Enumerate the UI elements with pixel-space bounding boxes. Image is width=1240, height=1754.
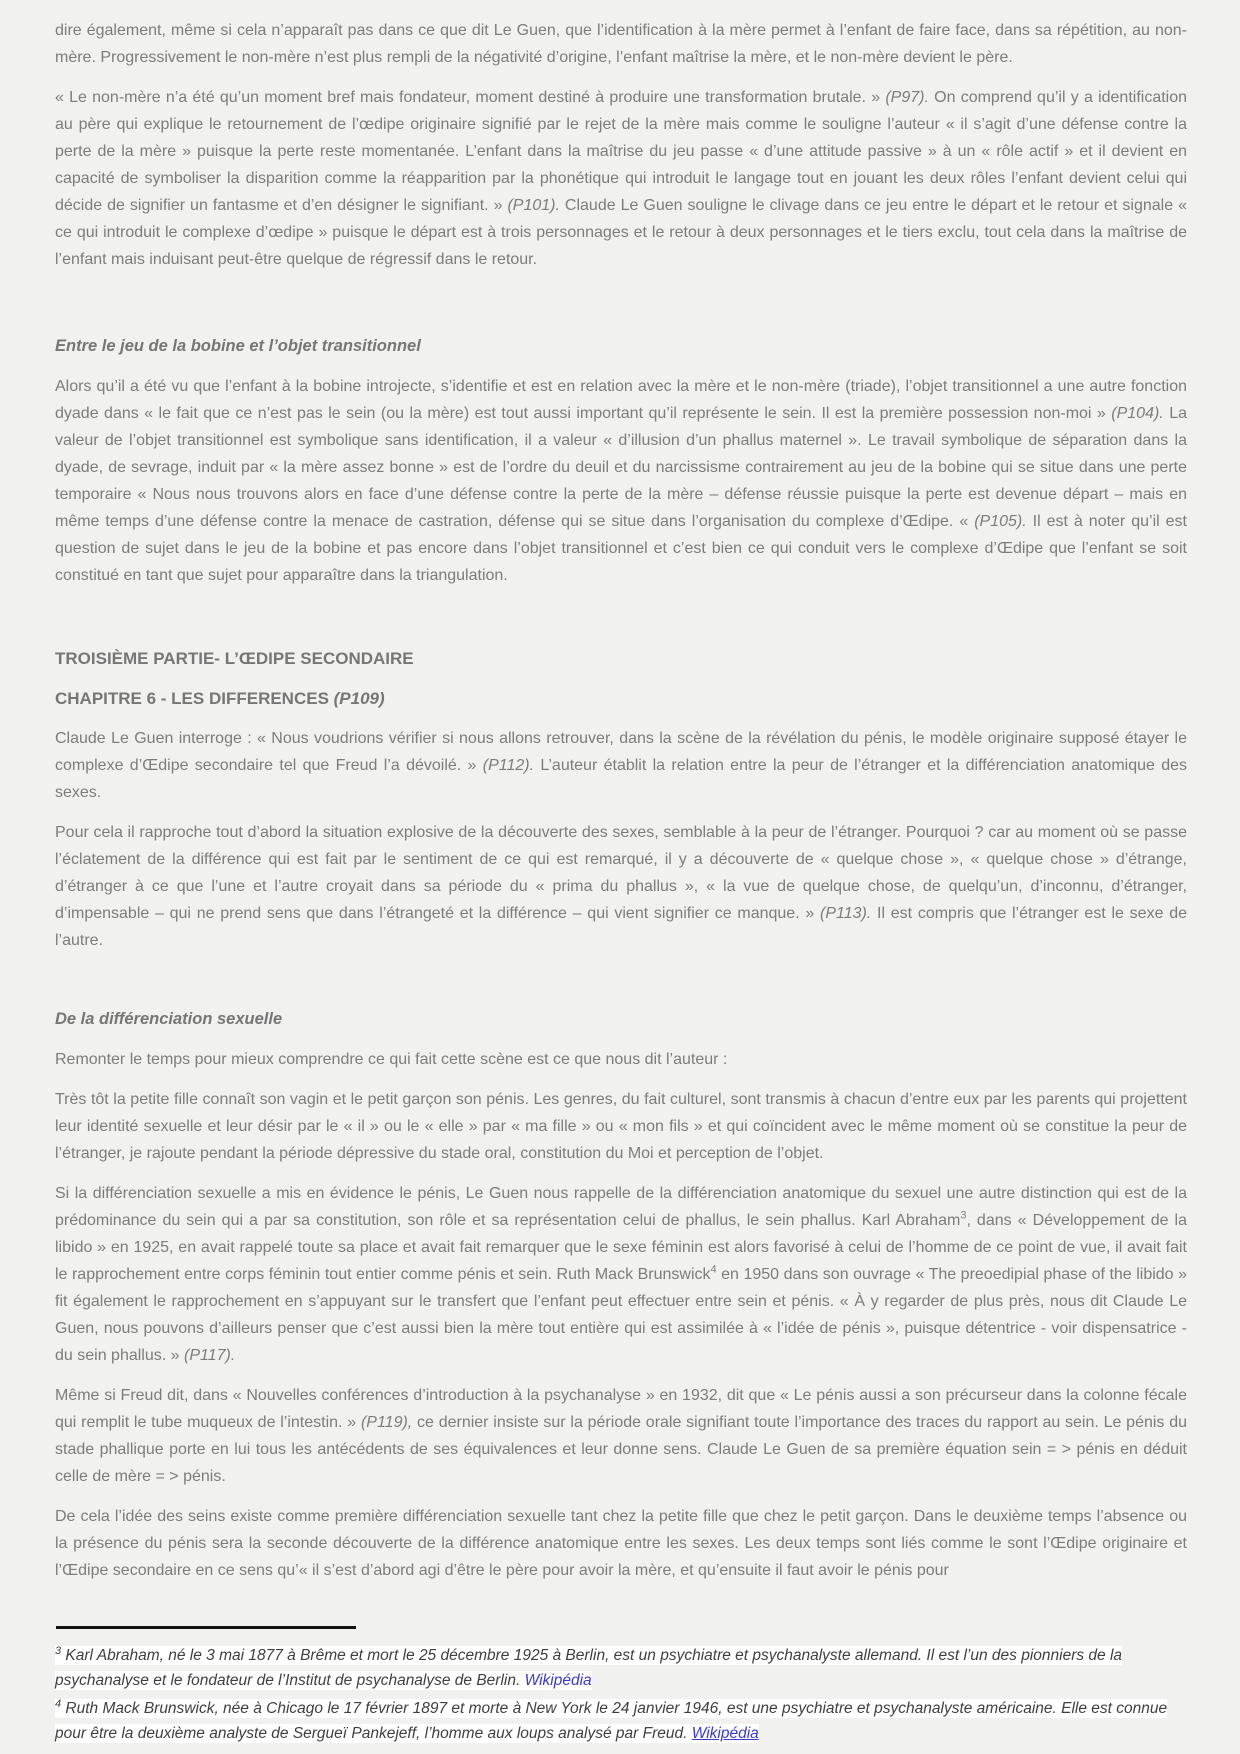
footnote-section xyxy=(55,1626,1187,1749)
paragraph-text-run: De cela l’idée des seins existe comme première différenciation sexuelle tant chez la petite fille que chez le petit garçon. Dans le deuxième temps l’absence ou la présence du pénis sera la seconde découverte de la différence anatomique entre les sexes. Les deux temps sont liés comme le sont l’Œdipe originaire et l’Œdipe secondaire en ce sens qu’« il s’est d’abord agi d’être le père pour avoir la mère, et qu’ensuite il faut avoir le pénis pour xyxy=(55,1508,1187,1579)
paragraph xyxy=(55,1180,1187,1369)
paragraph-text-run: La valeur de l’objet transitionnel est symbolique sans identification, il a valeur « d’illusion d’un phallus maternel ». Le travail symbolique de séparation dans la dyade, de sevrage, induit par « la mère assez bonne » est de l’ordre du deuil et du narcissisme contrairement au jeu de la bobine qui se situe dans une perte temporaire « Nous nous trouvons alors en face d’une défense contre la perte de la mère – défense réussie puisque la perte est devenue départ – mais en même temps d’une défense contre la menace de castration, défense qui se situe dans l’organisation du complexe d’Œdipe. « xyxy=(55,405,1187,530)
paragraph xyxy=(55,1046,1187,1073)
paragraph-text-run: (P101). xyxy=(507,197,560,214)
footnote-text-run: Karl Abraham, né le 3 mai 1877 à Brême et mort le 25 décembre 1925 à Berlin, est un psychiatre et psychanalyste allemand. Il est l’un des pionniers de la psychanalyse et le fondateur de l’Institut de psychanalyse de Berlin. xyxy=(55,1647,1123,1689)
paragraph-text-run: (P105). xyxy=(974,513,1027,530)
footnote-highlight xyxy=(55,1699,1167,1743)
paragraph xyxy=(55,1503,1187,1584)
wikipedia-link[interactable]: Wikipédia xyxy=(691,1725,759,1742)
heading-text-run: CHAPITRE 6 - LES DIFFERENCES xyxy=(55,689,334,708)
footnote-text-run: Ruth Mack Brunswick, née à Chicago le 17 février 1897 et morte à New York le 24 janvier 1946, est une psychiatre et psychanalyste américaine. Elle est connue pour être la deuxième analyste de Sergueï Pankejeff, l’homme aux loups analysé par Freud. xyxy=(55,1700,1168,1742)
paragraph-text-run: On comprend qu’il y a identification au père qui explique le retournement de l’œdipe originaire signifié par le rejet de la mère mais comme le souligne l’auteur « il s’agit d’une défense contre la perte de la mère » puisque la perte reste momentanée. L’enfant dans la maîtrise du jeu passe « d’une attitude passive » à un « rôle actif » et il devient en capacité de symboliser la disparition comme la réapparition par la phonétique qui introduit le langage tout en jouant les deux rôles l’enfant devient celui qui décide de signifier un fantasme et d’en désigner le signifiant. » xyxy=(55,89,1188,214)
footnote-superscript: 3 xyxy=(55,1644,62,1657)
footnote-separator xyxy=(56,1626,356,1629)
paragraph-text-run: « Le non-mère n’a été qu’un moment bref mais fondateur, moment destiné à produire une transformation brutale. » xyxy=(55,89,886,106)
paragraph-superscript: 3 xyxy=(960,1209,967,1222)
paragraph xyxy=(55,84,1187,273)
paragraph-text-run: Il est compris que l’étranger est le sexe de l’autre. xyxy=(55,905,1187,949)
heading-text-run: TROISIÈME PARTIE- L’ŒDIPE SECONDAIRE xyxy=(55,649,414,668)
paragraph-text-run: (P97). xyxy=(885,89,929,106)
paragraph-text-run: Claude Le Guen souligne le clivage dans ce jeu entre le départ et le retour et signale « ce qui introduit le complexe d’œdipe » puisque le départ est à trois personnages et le retour à deux personnages et le tiers exclu, tout cela dans la maîtrise de l’enfant mais induisant peut-être quelque de régressif dans le retour. xyxy=(55,197,1187,268)
subsection-heading xyxy=(55,1006,1187,1033)
paragraph-text-run: (P112). xyxy=(482,757,535,774)
paragraph xyxy=(55,17,1187,71)
paragraph-text-run: Même si Freud dit, dans « Nouvelles conférences d’introduction à la psychanalyse » en 1932, dit que « Le pénis aussi a son précurseur dans la colonne fécale qui remplit le tube muqueux de l’intestin. » xyxy=(55,1387,1187,1431)
footnote xyxy=(55,1696,1187,1746)
heading-text-run: Entre le jeu de la bobine et l’objet transitionnel xyxy=(55,337,421,355)
paragraph-text-run: (P113). xyxy=(820,905,872,922)
footnote-list xyxy=(55,1643,1187,1746)
footnote-highlight xyxy=(55,1646,1122,1690)
paragraph-text-run: Alors qu’il a été vu que l’enfant à la bobine introjecte, s’identifie et est en relation avec la mère et le non-mère (triade), l’objet transitionnel a une autre fonction dyade dans « le fait que ce n’est pas le sein (ou la mère) est tout aussi important qu’il représente le sein. Il est la première possession non-moi » xyxy=(55,378,1187,422)
paragraph-text-run: Claude Le Guen interroge : « Nous voudrions vérifier si nous allons retrouver, dans la scène de la révélation du pénis, le modèle originaire supposé étayer le complexe d’Œdipe secondaire tel que Freud l’a dévoilé. » xyxy=(55,730,1187,774)
section-heading xyxy=(55,685,1187,712)
paragraph-superscript: 4 xyxy=(710,1263,717,1276)
heading-text-run: (P109) xyxy=(333,689,385,708)
paragraph-text-run: Pour cela il rapproche tout d’abord la situation explosive de la découverte des sexes, semblable à la peur de l’étranger. Pourquoi ? car au moment où se passe l’éclatement de la différence qui est fait par le sentiment de ce qui est remarqué, il y a découverte de « quelque chose », « quelque chose » d’étrange, d’étranger à ce que l’une et l’autre croyait dans sa période du « prima du phallus », « la vue de quelque chose, de quelqu’un, d’inconnu, d’étranger, d’impensable – qui ne prend sens que dans l’étrangeté et la différence – qui vient signifier ce manque. » xyxy=(55,824,1187,922)
paragraph xyxy=(55,819,1187,954)
paragraph-text-run: Très tôt la petite fille connaît son vagin et le petit garçon son pénis. Les genres, du fait culturel, sont transmis à chacun d’entre eux par les parents qui projettent leur identité sexuelle et leur désir par le « il » ou le « elle » par « ma fille » ou « mon fils » et qui coïncident avec le même moment où se constitue la peur de l’étranger, je rajoute pendant la période dépressive du stade oral, constitution du Moi et perception de l’objet. xyxy=(55,1091,1187,1162)
paragraph-text-run: dire également, même si cela n’apparaît pas dans ce que dit Le Guen, que l’identification à la mère permet à l’enfant de faire face, dans sa répétition, au non-mère. Progressivement le non-mère n’est plus rempli de la négativité d’origine, l’enfant maîtrise la mère, et le non-mère devient le père. xyxy=(55,22,1187,66)
document-body xyxy=(55,17,1187,1597)
paragraph-text-run: (P119), xyxy=(360,1414,413,1431)
paragraph-text-run: ce dernier insiste sur la période orale signifiant toute l’importance des traces du rapport au sein. Le pénis du stade phallique porte en lui tous les antécédents de ses équivalences et leur donne sens. Claude Le Guen de sa première équation sein = > pénis en déduit celle de mère = > pénis. xyxy=(55,1414,1188,1485)
paragraph-text-run: , dans « Développement de la libido » en 1925, en avait rappelé toute sa place et avait fait remarquer que le sexe féminin est alors favorisé à celui de l’homme de ce point de vue, il avait fait le rapprochement entre corps féminin tout entier comme pénis et sein. Ruth Mack Brunswick xyxy=(55,1212,1187,1283)
subsection-heading xyxy=(55,333,1187,360)
paragraph-text-run: Il est à noter qu’il est question de sujet dans le jeu de la bobine et pas encore dans l’objet transitionnel et c’est bien ce qui conduit vers le complexe d’Œdipe que l’enfant se soit constitué en tant que sujet pour apparaître dans la triangulation. xyxy=(55,513,1188,584)
paragraph-text-run: en 1950 dans son ouvrage « The preoedipial phase of the libido » fit également le rapprochement en s’appuyant sur le transfert que l’enfant peut effectuer entre sein et pénis. « À y regarder de plus près, nous dit Claude Le Guen, nous pouvons d’ailleurs penser que c’est aussi bien la mère tout entière qui est assimilée à « l’idée de pénis », puisque détentrice - voir dispensatrice - du sein phallus. » xyxy=(55,1266,1188,1364)
paragraph xyxy=(55,725,1187,806)
section-heading xyxy=(55,645,1187,672)
paragraph-text-run: Si la différenciation sexuelle a mis en évidence le pénis, Le Guen nous rappelle de la différenciation anatomique du sexuel une autre distinction qui est de la prédominance du sein qui a par sa constitution, son rôle et sa représentation celui de phallus, le sein phallus. Karl Abraham xyxy=(55,1185,1187,1229)
paragraph-text-run: L’auteur établit la relation entre la peur de l’étranger et la différenciation anatomique des sexes. xyxy=(55,757,1188,801)
paragraph xyxy=(55,1086,1187,1167)
paragraph-text-run: (P117). xyxy=(183,1347,236,1364)
paragraph-text-run: Remonter le temps pour mieux comprendre ce qui fait cette scène est ce que nous dit l’auteur : xyxy=(55,1051,728,1068)
paragraph-text-run: (P104). xyxy=(1111,405,1164,422)
heading-text-run: De la différenciation sexuelle xyxy=(55,1010,283,1028)
paragraph xyxy=(55,373,1187,589)
footnote xyxy=(55,1643,1187,1693)
footnote-superscript: 4 xyxy=(55,1697,62,1710)
paragraph xyxy=(55,1382,1187,1490)
wikipedia-link[interactable]: Wikipédia xyxy=(524,1672,592,1689)
